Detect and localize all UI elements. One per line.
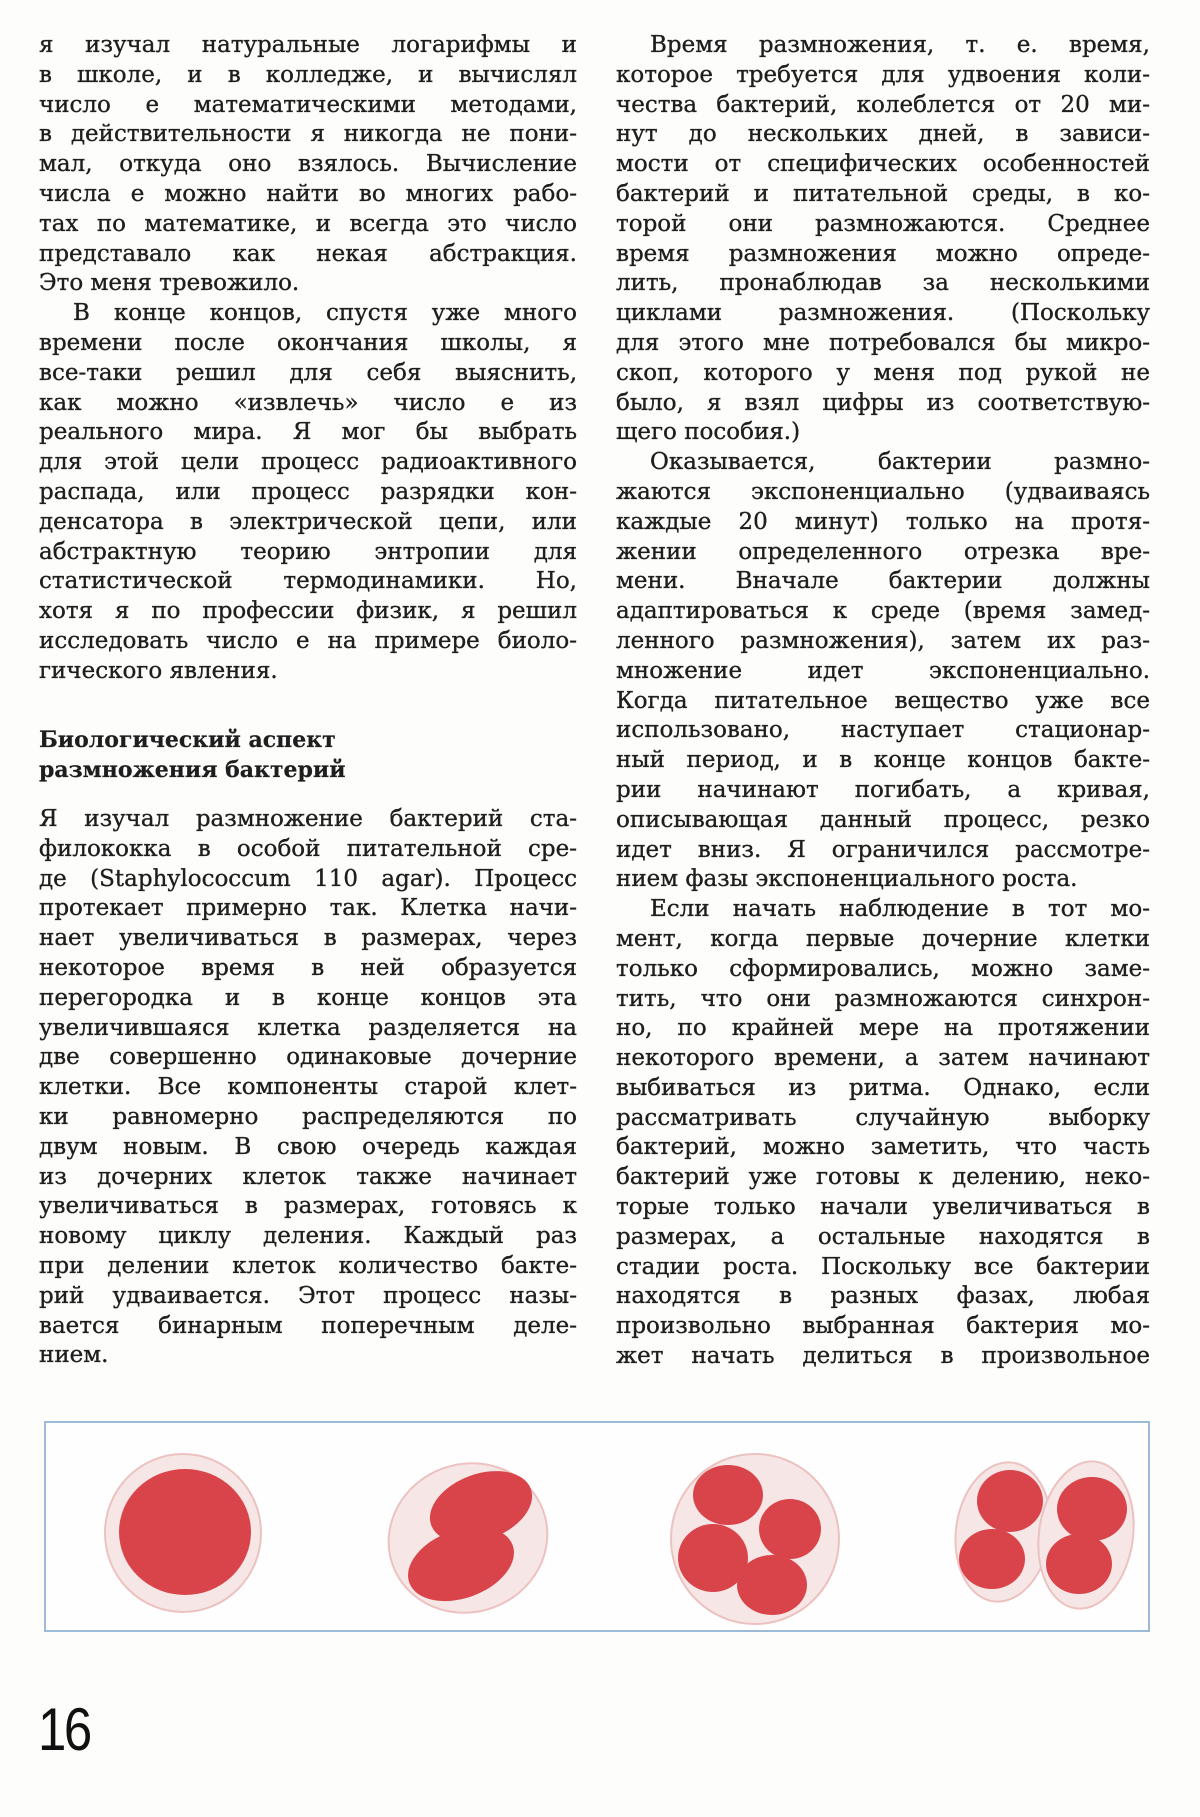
text-line: тить, что они размножаются синхрон- — [616, 985, 1150, 1012]
text-line: в действительности я никогда не пони- — [39, 121, 577, 148]
text-line: хотя я по профессии физик, я решил — [39, 598, 577, 625]
text-line: В конце концов, спустя уже много — [73, 300, 577, 327]
text-line: торые только начали увеличиваться в — [616, 1194, 1150, 1221]
text-line: которое требуется для удвоения коли- — [616, 61, 1150, 88]
section-heading-line: размножения бактерий — [39, 757, 346, 783]
text-line: двум новым. В свою очередь каждая — [39, 1133, 577, 1160]
text-line: распада, или процесс разрядки кон- — [39, 478, 577, 505]
page-number: 16 — [38, 1696, 90, 1763]
section-heading-line: Биологический аспект — [39, 727, 336, 753]
text-line: все-таки решил для себя выяснить, — [39, 359, 577, 386]
text-line: некоторое время в ней образуется — [39, 954, 577, 981]
text-line: каждые 20 минут) только на протя- — [616, 508, 1150, 535]
text-line: числа e можно найти во многих рабо- — [39, 180, 577, 207]
text-line: нут до нескольких дней, в зависи- — [616, 121, 1150, 148]
text-line: бактерий уже готовы к делению, неко- — [616, 1164, 1150, 1191]
text-line: клетки. Все компоненты старой клет- — [39, 1074, 577, 1101]
text-line: ленного размножения), затем их раз- — [616, 627, 1150, 654]
text-line: циклами размножения. (Поскольку — [616, 300, 1150, 327]
bacteria-illustration — [2, 2, 1200, 1817]
text-line: нием. — [39, 1342, 109, 1369]
text-line: Это меня тревожило. — [39, 270, 300, 297]
text-line: но, по крайней мере на протяжении — [616, 1015, 1150, 1042]
text-line: рий удваивается. Этот процесс назы- — [39, 1282, 577, 1309]
text-line: мости от специфических особенностей — [616, 151, 1150, 178]
text-line: бактерий, можно заметить, что часть — [616, 1134, 1150, 1161]
text-line: адаптироваться к среде (время замед- — [616, 598, 1150, 625]
text-line: бактерий и питательной среды, в ко- — [616, 180, 1150, 207]
text-line: мени. Вначале бактерии должны — [616, 568, 1150, 595]
text-line: Оказывается, бактерии размно- — [650, 449, 1150, 476]
text-line: для этого мне потребовался бы микро- — [616, 329, 1150, 356]
text-line: для этой цели процесс радиоактивного — [39, 449, 577, 476]
text-line: жении определенного отрезка вре- — [616, 538, 1150, 565]
text-line: в школе, и в колледже, и вычислял — [39, 61, 577, 88]
text-line: перегородка и в конце концов эта — [39, 984, 577, 1011]
text-line: Время размножения, т. е. время, — [650, 32, 1150, 58]
text-line: как можно «извлечь» число e из — [39, 389, 577, 416]
text-line: выбиваться из ритма. Однако, если — [616, 1074, 1150, 1101]
text-line: я изучал натуральные логарифмы и — [39, 32, 577, 58]
text-line: нает увеличиваться в размерах, через — [39, 925, 577, 952]
text-line: Когда питательное вещество уже все — [616, 687, 1150, 714]
text-line: времени после окончания школы, я — [39, 329, 577, 356]
text-line: абстрактную теорию энтропии для — [39, 538, 577, 565]
text-line: реального мира. Я мог бы выбрать — [39, 419, 577, 446]
text-line: статистической термодинамики. Но, — [39, 568, 577, 595]
text-line: некоторого времени, а затем начинают — [616, 1045, 1150, 1072]
text-line: было, я взял цифры из соответствую- — [616, 389, 1150, 416]
text-line: увеличиваться в размерах, готовясь к — [39, 1193, 577, 1220]
text-line: жет начать делиться в произвольное — [616, 1343, 1150, 1370]
text-line: идет вниз. Я ограничился рассмотре- — [616, 836, 1150, 863]
text-line: денсатора в электрической цепи, или — [39, 508, 577, 535]
text-line: чества бактерий, колеблется от 20 ми- — [616, 91, 1150, 118]
text-line: рассматривать случайную выборку — [616, 1104, 1150, 1131]
text-line: вается бинарным поперечным деле- — [39, 1312, 577, 1339]
text-line: жаются экспоненциально (удваиваясь — [616, 478, 1150, 505]
text-line: описывающая данный процесс, резко — [616, 806, 1150, 833]
text-line: множение идет экспоненциально. — [616, 657, 1150, 684]
text-line: торой они размножаются. Среднее — [616, 210, 1150, 237]
text-line: увеличившаяся клетка разделяется на — [39, 1014, 577, 1041]
text-line: мент, когда первые дочерние клетки — [616, 925, 1150, 952]
text-line: ки равномерно распределяются по — [39, 1103, 577, 1130]
text-line: нием фазы экспоненциального роста. — [616, 866, 1078, 893]
bacterium-single — [105, 1454, 261, 1612]
text-line: при делении клеток количество бакте- — [39, 1252, 577, 1279]
text-line: Я изучал размножение бактерий ста- — [39, 806, 577, 832]
text-line: тах по математике, и всегда это число — [39, 210, 577, 237]
text-line: произвольно выбранная бактерия мо- — [616, 1313, 1150, 1340]
text-line: представало как некая абстракция. — [39, 240, 577, 267]
text-line: мал, откуда оно взялось. Вычисление — [39, 151, 577, 178]
bacterium-two-separated-cells — [947, 1455, 1143, 1615]
text-line: ный период, и в конце концов бакте- — [616, 747, 1150, 774]
text-line: использовано, наступает стационар- — [616, 717, 1150, 744]
text-line: гического явления. — [39, 657, 278, 684]
text-line: де (Staphylococcum 110 agar). Процесс — [39, 865, 577, 892]
bacteria-division-figure — [44, 1421, 1150, 1632]
bacterium-four-lobes — [671, 1454, 839, 1624]
text-line: находятся в разных фазах, любая — [616, 1283, 1150, 1310]
text-line: Если начать наблюдение в тот мо- — [650, 896, 1150, 923]
text-line: рии начинают погибать, а кривая, — [616, 776, 1150, 803]
text-line: протекает примерно так. Клетка начи- — [39, 895, 577, 922]
text-line: размерах, а остальные находятся в — [616, 1223, 1150, 1250]
bacterium-two-lobes — [368, 1441, 569, 1635]
text-line: новому циклу деления. Каждый раз — [39, 1223, 577, 1250]
text-line: щего пособия.) — [616, 419, 801, 446]
text-line: число e математическими методами, — [39, 91, 577, 118]
text-line: скоп, которого у меня под рукой не — [616, 359, 1150, 386]
text-line: филококка в особой питательной сре- — [39, 835, 577, 862]
text-line: стадии роста. Поскольку все бактерии — [616, 1253, 1150, 1280]
text-line: две совершенно одинаковые дочерние — [39, 1044, 577, 1071]
text-line: время размножения можно опреде- — [616, 240, 1150, 267]
text-line: лить, пронаблюдав за несколькими — [616, 270, 1150, 297]
text-line: исследовать число e на примере биоло- — [39, 627, 577, 654]
text-line: из дочерних клеток также начинает — [39, 1163, 577, 1190]
text-line: только сформировались, можно заме- — [616, 955, 1150, 982]
